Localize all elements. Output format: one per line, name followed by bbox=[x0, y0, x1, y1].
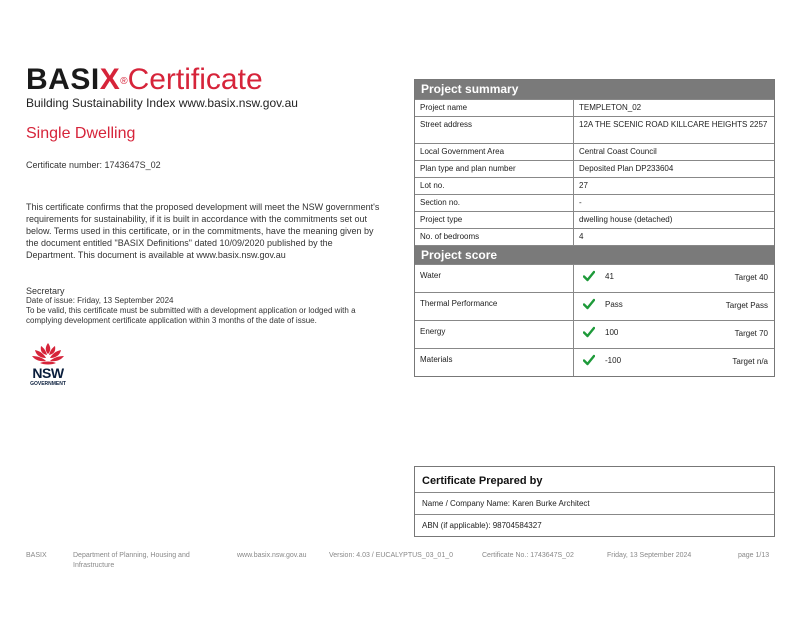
row-label: Lot no. bbox=[415, 178, 574, 194]
footer-certificate-no: Certificate No.: 1743647S_02 bbox=[482, 552, 574, 559]
row-value: TEMPLETON_02 bbox=[579, 103, 642, 112]
project-summary-table bbox=[414, 79, 775, 377]
row-value: 4 bbox=[579, 232, 584, 241]
intro-paragraph: This certificate confirms that the proposed development will meet the NSW government's requirements for sustainability, if it is built in accordance with the commitments set out below. Terms used in this certificate, or in the commitments, have the meaning given by the document entitled "BASIX Definitions" dated 10/09/2020 published by the Department. This document is available at www.basix.nsw.gov.au bbox=[26, 202, 380, 260]
date-of-issue: Date of issue: Friday, 13 September 2024 bbox=[26, 296, 174, 305]
row-label: Section no. bbox=[415, 195, 574, 211]
score-value: Pass bbox=[605, 300, 623, 309]
prepared-by-name: Name / Company Name: Karen Burke Architect bbox=[415, 492, 774, 514]
score-value-cell bbox=[574, 293, 774, 320]
score-value-cell bbox=[574, 265, 774, 292]
row-label: Project name bbox=[415, 100, 574, 116]
table-row bbox=[415, 177, 774, 194]
certificate-prepared-by-box bbox=[414, 466, 775, 537]
row-value: Deposited Plan DP233604 bbox=[579, 164, 674, 173]
footer-version: Version: 4.03 / EUCALYPTUS_03_01_0 bbox=[329, 552, 454, 559]
row-label: Plan type and plan number bbox=[415, 161, 574, 177]
row-value: dwelling house (detached) bbox=[579, 215, 673, 224]
score-label: Energy bbox=[415, 321, 574, 348]
row-value: - bbox=[579, 198, 582, 207]
project-summary-heading: Project summary bbox=[415, 80, 774, 99]
score-value-cell bbox=[574, 349, 774, 376]
score-target: Target 70 bbox=[734, 329, 768, 338]
score-row bbox=[415, 264, 774, 292]
certificate-number: Certificate number: 1743647S_02 bbox=[26, 160, 161, 170]
waratah-icon bbox=[26, 341, 70, 367]
registered-mark: ® bbox=[120, 76, 128, 87]
brand-x: X bbox=[99, 63, 121, 96]
prepared-by-abn: ABN (if applicable): 98704584327 bbox=[415, 514, 774, 536]
table-row bbox=[415, 116, 774, 143]
table-row bbox=[415, 99, 774, 116]
row-label: Street address bbox=[415, 117, 574, 143]
score-row bbox=[415, 292, 774, 320]
project-score-heading: Project score bbox=[415, 245, 774, 264]
table-row bbox=[415, 143, 774, 160]
validity-note: To be valid, this certificate must be submitted with a development application or lodged with a complying development certificate application within 3 months of the date of issue. bbox=[26, 306, 356, 325]
row-label: No. of bedrooms bbox=[415, 229, 574, 245]
brand-basi: BASI bbox=[26, 63, 100, 96]
row-value: Central Coast Council bbox=[579, 147, 657, 156]
basix-certificate-logo bbox=[26, 64, 263, 96]
government-wordmark: GOVERNMENT bbox=[30, 381, 66, 387]
score-label: Water bbox=[415, 265, 574, 292]
row-value: 12A THE SCENIC ROAD KILLCARE HEIGHTS 2257 bbox=[579, 120, 768, 129]
nsw-government-logo bbox=[26, 341, 70, 391]
row-label: Project type bbox=[415, 212, 574, 228]
footer-department: Department of Planning, Housing and Infrastructure bbox=[73, 552, 190, 569]
footer-page-number: page 1/13 bbox=[738, 552, 770, 559]
score-row bbox=[415, 320, 774, 348]
score-label: Materials bbox=[415, 349, 574, 376]
score-value: 41 bbox=[605, 272, 614, 281]
check-icon bbox=[583, 354, 595, 366]
table-row bbox=[415, 160, 774, 177]
score-target: Target Pass bbox=[725, 301, 768, 310]
check-icon bbox=[583, 298, 595, 310]
footer-website: www.basix.nsw.gov.au bbox=[237, 552, 307, 559]
score-value: -100 bbox=[605, 356, 622, 365]
prepared-by-heading: Certificate Prepared by bbox=[422, 475, 543, 487]
score-target: Target 40 bbox=[734, 273, 768, 282]
score-target: Target n/a bbox=[732, 357, 768, 366]
brand-subtitle: Building Sustainability Index www.basix.nsw.gov.au bbox=[26, 96, 298, 110]
table-row bbox=[415, 228, 774, 245]
check-icon bbox=[583, 270, 595, 282]
row-label: Local Government Area bbox=[415, 144, 574, 160]
score-value: 100 bbox=[605, 328, 619, 337]
row-value: 27 bbox=[579, 181, 588, 190]
footer-date: Friday, 13 September 2024 bbox=[607, 552, 692, 559]
check-icon bbox=[583, 326, 595, 338]
table-row bbox=[415, 194, 774, 211]
brand-certificate: Certificate bbox=[127, 63, 263, 96]
score-label: Thermal Performance bbox=[415, 293, 574, 320]
dwelling-type-heading: Single Dwelling bbox=[26, 125, 136, 142]
score-value-cell bbox=[574, 321, 774, 348]
score-row bbox=[415, 348, 774, 376]
nsw-wordmark: NSW bbox=[32, 365, 64, 381]
table-row bbox=[415, 211, 774, 228]
footer-basix: BASIX bbox=[26, 552, 47, 559]
secretary-title: Secretary bbox=[26, 286, 65, 296]
